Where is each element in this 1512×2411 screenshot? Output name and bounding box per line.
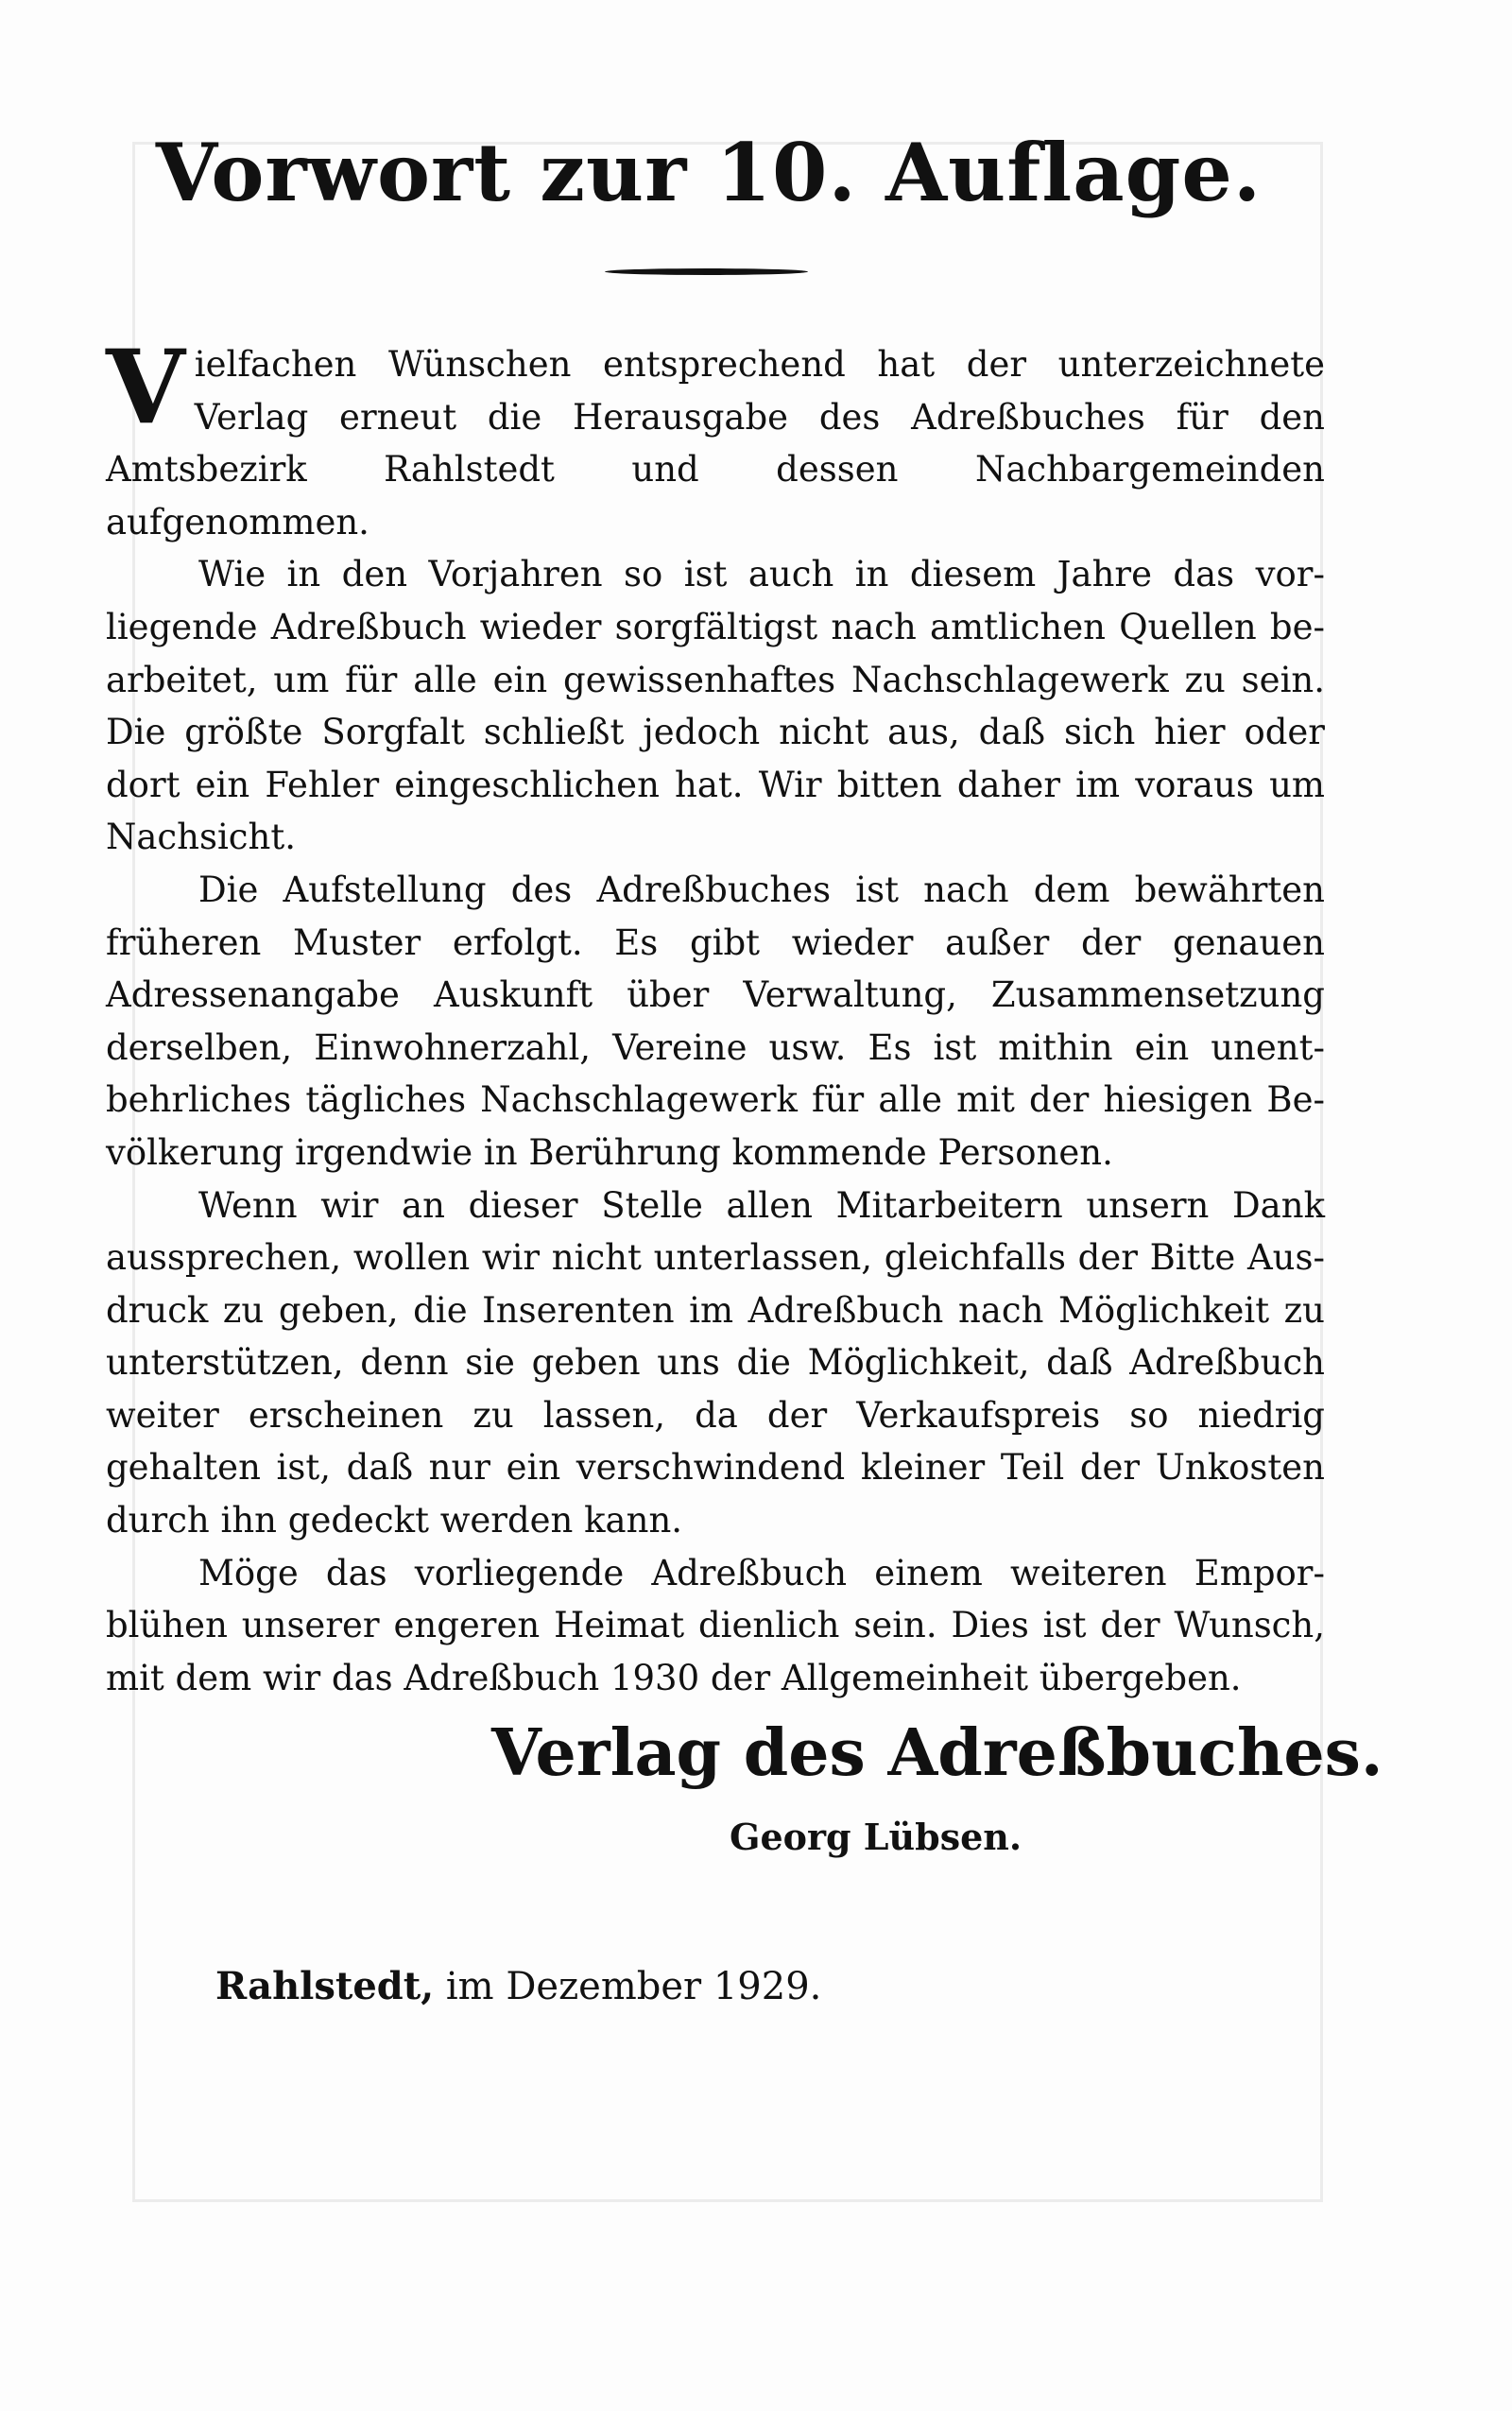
paragraph-2: Wie in den Vorjahren so ist auch in diesem Jahre das vorliegende Adreßbuch wieder sorgfältigst nach amtlichen Quellen bearbeitet, um für alle ein gewissenhaftes Nachschlagewerk zu sein. Die größte Sorgfalt schließt jedoch nicht aus, daß sich hier oder dort ein Fehler eingeschlichen hat. Wir bitten daher im voraus um Nachsicht. [106,554,1325,858]
place-date-line [215,1962,821,2011]
foreword-body [106,328,1325,1704]
place: Rahlstedt, [215,1964,435,2008]
paragraph-1 [106,328,1325,548]
page-title: Vorwort zur 10. Auflage. [155,126,1263,219]
publisher-name: Verlag des Adreßbuches. [491,1715,1383,1791]
paragraph-1-text: ielfachen Wünschen entsprechend hat der unterzeichnete Verlag erneut die Herausgabe des Adreßbuches für den Amtsbezirk Rahlstedt und dessen Nachbargemeinden aufgenommen. [106,344,1325,542]
date: im Dezember 1929. [445,1965,822,2008]
drop-capital: V [106,328,185,447]
paragraph-4: Wenn wir an dieser Stelle allen Mitarbeitern unsern Dank aussprechen, wollen wir nicht unterlassen, gleichfalls der Bitte Ausdruck zu geben, die Inserenten im Adreßbuch nach Möglichkeit zu unterstützen, denn sie geben uns die Möglichkeit, daß Adreßbuch weiter erscheinen zu lassen, da der Verkaufspreis so niedrig gehalten ist, daß nur ein verschwindend kleiner Teil der Unkosten durch ihn gedeckt werden kann. [106,1184,1325,1541]
paragraph-3: Die Aufstellung des Adreßbuches ist nach dem bewährten früheren Muster erfolgt. Es gibt wieder außer der genauen Adressenangabe Auskunft über Verwaltung, Zusammensetzung derselben, Einwohnerzahl, Vereine usw. Es ist mithin ein unentbehrliches tägliches Nachschlagewerk für alle mit der hiesigen Bevölkerung irgendwie in Berührung kommende Personen. [106,869,1325,1173]
paragraph-5: Möge das vorliegende Adreßbuch einem weiteren Emporblühen unserer engeren Heimat dienlich sein. Dies ist der Wunsch, mit dem wir das Adreßbuch 1930 der Allgemeinheit übergeben. [106,1552,1325,1698]
signer-name: Georg Lübsen. [730,1816,1022,1858]
title-divider [605,268,808,275]
